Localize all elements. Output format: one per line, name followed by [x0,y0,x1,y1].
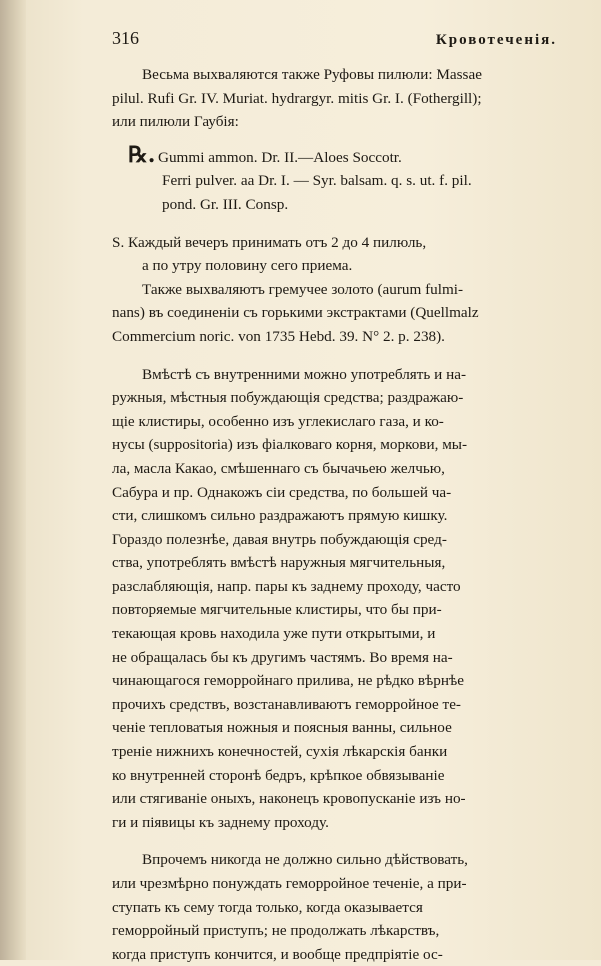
text-line: или пилюли Гаубія: [112,113,239,131]
text-line: pond. Gr. III. Consp. [162,195,289,213]
text-line: Гораздо полезнѣе, давая внутрь побуждающія сред- [112,530,447,548]
prescription-line [112,142,567,170]
book-gutter [0,0,26,960]
text-line: Вмѣстѣ съ внутренними можно употреблять и на- [142,365,467,383]
text-line: или чрезмѣрно понуждать геморройное теченіе, а при- [112,875,467,892]
text-line: ко внутренней сторонѣ бедръ, крѣпкое обвязываніе [112,766,445,784]
text-line: Весьма выхваляются также Руфовы пилюли: Massae [142,66,482,83]
text-line: Также выхваляютъ гремучее золото (aurum fulmi- [142,280,464,298]
recipe-symbol: ℞. [128,141,156,168]
text-line: треніе нижнихъ конечностей, сухія лѣкарскія банки [112,743,448,761]
text-line: сти, слишкомъ сильно раздражаютъ прямую кишку. [112,507,448,525]
text-line: прочихъ средствъ, возстанавливаютъ геморройное те- [112,695,461,713]
text-line: S. Каждый вечеръ принимать отъ 2 до 4 пилюль, [112,233,427,251]
text-line: ства, употреблять вмѣстѣ наружныя мягчительныя, [112,554,446,572]
paragraph-external-remedies [112,363,567,835]
text-line: nans) въ соединеніи съ горькими экстрактами (Quellmalz [112,304,479,322]
running-title: Кровотеченія. [435,32,557,48]
text-line: ступать къ сему тогда только, когда оказывается [112,898,423,916]
text-line: Ferri pulver. aa Dr. I. — Syr. balsam. q. s. ut. f. pil. [162,172,472,190]
text-line: нусы (suppositoria) изъ фіалковаго корня, моркови, мы- [112,436,468,454]
text-line: текающая кровь находила уже пути открытыми, и [112,625,436,643]
text-line: Сабура и пр. Однакожъ сіи средства, по большей ча- [112,483,452,501]
text-line: повторяемые мягчительные клистиры, что бы при- [112,601,442,619]
text-line: Gummi ammon. Dr. II.—Aloes Soccotr. [158,148,402,166]
page-header [112,28,567,49]
page-number: 316 [112,28,139,48]
text-line: pilul. Rufi Gr. IV. Muriat. hydrargyr. mitis Gr. I. (Fothergill); [112,89,482,107]
prescription-block [112,142,567,217]
text-line: разслабляющія, напр. пары къ заднему проходу, часто [112,577,461,595]
text-line: щіе клистиры, особенно изъ углекислаго газа, и ко- [112,412,444,430]
text-line: Commercium noric. von 1735 Hebd. 39. N° 2. p. 238). [112,327,445,345]
text-line: а по утру половину сего приема. [142,257,353,275]
text-line: не обращалась бы къ другимъ частямъ. Во время на- [112,648,453,666]
text-line: или стягиваніе оныхъ, наконецъ кровопусканіе изъ но- [112,790,466,808]
paragraph-caution [112,848,567,966]
paragraph-rufus-pills [112,63,567,134]
text-line: ченіе тепловатыя ножныя и поясныя ванны, сильное [112,719,452,737]
text-line: чинающагося геморройнаго прилива, не рѣдко вѣрнѣе [112,672,464,690]
text-line: когда приступъ кончится, и вообще предпріятіе ос- [112,945,443,963]
text-line: Впрочемъ никогда не должно сильно дѣйствовать, [142,851,468,869]
text-line: геморройный приступъ; не продолжать лѣкарствъ, [112,922,440,940]
text-line: ружныя, мѣстныя побуждающія средства; раздражаю- [112,389,464,407]
paragraph-dosage [112,231,567,349]
text-line: ги и піявицы къ заднему проходу. [112,813,329,831]
text-line: ла, масла Какао, смѣшеннаго съ бычачьею желчью, [112,459,445,477]
